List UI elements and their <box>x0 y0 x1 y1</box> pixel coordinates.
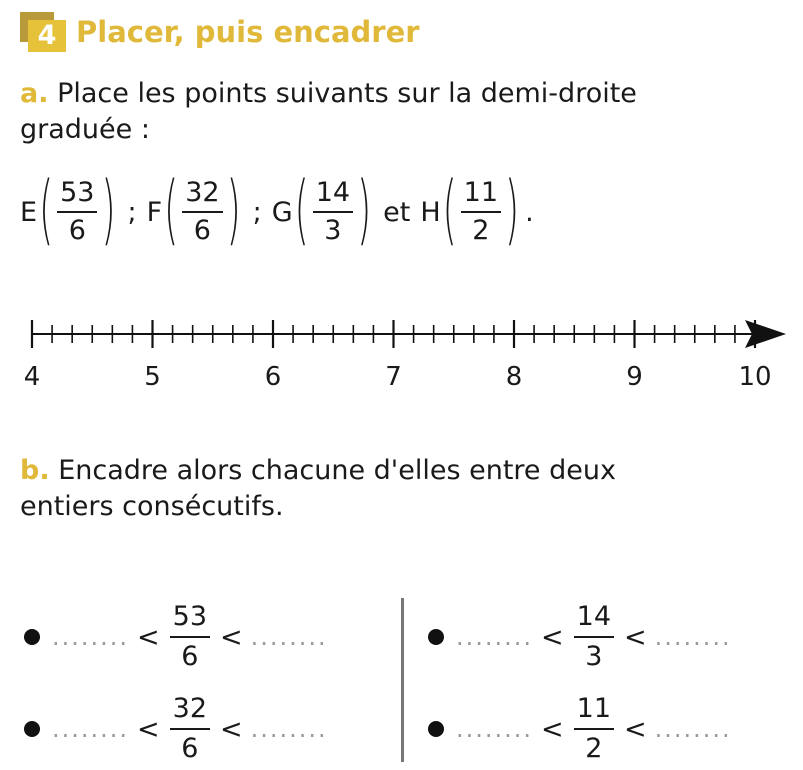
denominator: 2 <box>472 215 490 246</box>
denominator: 6 <box>193 215 211 246</box>
axis-tick-label: 9 <box>626 362 643 392</box>
blank-lower[interactable]: ........ <box>456 623 534 651</box>
inequality-row <box>428 692 732 766</box>
right-paren-icon: ) <box>101 167 116 254</box>
right-paren-icon: ) <box>357 167 372 254</box>
number-line <box>0 310 803 362</box>
point-g <box>271 167 373 254</box>
axis-tick-label: 7 <box>385 362 402 392</box>
exercise-title: Placer, puis encadrer <box>76 15 420 49</box>
point-name: H <box>420 196 441 228</box>
separator: ; <box>252 196 262 228</box>
less-than: < <box>137 621 160 653</box>
fraction <box>57 177 97 247</box>
less-than: < <box>137 713 160 745</box>
numerator: 32 <box>170 692 210 730</box>
inequality-row <box>428 600 732 674</box>
fraction <box>182 177 222 247</box>
part-b-text-line1: Encadre alors chacune d'elles entre deux <box>58 455 616 486</box>
exercise-number-badge <box>20 12 66 52</box>
point-name: F <box>146 196 163 228</box>
axis-tick-label: 5 <box>144 362 161 392</box>
fraction <box>461 177 501 247</box>
left-paren-icon: ( <box>442 167 457 254</box>
blank-lower[interactable]: ........ <box>52 623 130 651</box>
numerator: 32 <box>182 177 222 213</box>
denominator: 3 <box>585 641 603 672</box>
bullet-icon <box>428 629 444 645</box>
right-paren-icon: ) <box>226 167 241 254</box>
part-a-label: a. <box>20 78 49 109</box>
fraction <box>170 600 210 674</box>
left-paren-icon: ( <box>294 167 309 254</box>
bullet-icon <box>24 629 40 645</box>
separator-and: et <box>383 196 411 228</box>
left-paren-icon: ( <box>39 167 54 254</box>
less-than: < <box>624 621 647 653</box>
numerator: 14 <box>313 177 353 213</box>
numerator: 53 <box>57 177 97 213</box>
axis-tick-label: 10 <box>738 362 772 392</box>
axis-tick-label: 6 <box>264 362 282 392</box>
numerator: 14 <box>574 600 614 638</box>
less-than: < <box>220 713 243 745</box>
blank-upper[interactable]: ........ <box>654 715 732 743</box>
fraction <box>574 600 614 674</box>
numerator: 11 <box>574 692 614 730</box>
blank-upper[interactable]: ........ <box>250 715 328 743</box>
point-e <box>20 167 118 254</box>
axis-tick-label: 4 <box>23 362 41 392</box>
blank-upper[interactable]: ........ <box>654 623 732 651</box>
left-paren-icon: ( <box>164 167 179 254</box>
part-a-instruction <box>20 76 637 112</box>
less-than: < <box>541 713 564 745</box>
bullet-icon <box>428 721 444 737</box>
fraction <box>313 177 353 247</box>
part-a-text-line2: graduée : <box>20 114 150 145</box>
numerator: 11 <box>461 177 501 213</box>
part-a-text-line1: Place les points suivants sur la demi-droite <box>57 78 637 109</box>
denominator: 6 <box>181 641 199 672</box>
numerator: 53 <box>170 600 210 638</box>
blank-lower[interactable]: ........ <box>52 715 130 743</box>
less-than: < <box>624 713 647 745</box>
exercise-number: 4 <box>28 20 66 52</box>
part-b-instruction <box>20 453 616 489</box>
fraction <box>574 692 614 766</box>
denominator: 6 <box>68 215 86 246</box>
point-f <box>146 167 243 254</box>
end-dot: . <box>525 196 534 228</box>
fraction <box>170 692 210 766</box>
point-h <box>420 167 521 254</box>
less-than: < <box>541 621 564 653</box>
denominator: 6 <box>181 733 199 764</box>
separator: ; <box>127 196 137 228</box>
inequality-row <box>24 600 328 674</box>
part-b-label: b. <box>20 455 50 486</box>
blank-lower[interactable]: ........ <box>456 715 534 743</box>
point-name: G <box>271 196 293 228</box>
column-divider <box>401 598 404 762</box>
point-name: E <box>20 196 38 228</box>
inequality-row <box>24 692 328 766</box>
less-than: < <box>220 621 243 653</box>
right-paren-icon: ) <box>505 167 520 254</box>
bullet-icon <box>24 721 40 737</box>
denominator: 3 <box>324 215 342 246</box>
denominator: 2 <box>585 733 603 764</box>
blank-upper[interactable]: ........ <box>250 623 328 651</box>
points-list <box>20 167 534 254</box>
part-b-text-line2: entiers consécutifs. <box>20 491 284 522</box>
axis-tick-label: 8 <box>505 362 523 392</box>
